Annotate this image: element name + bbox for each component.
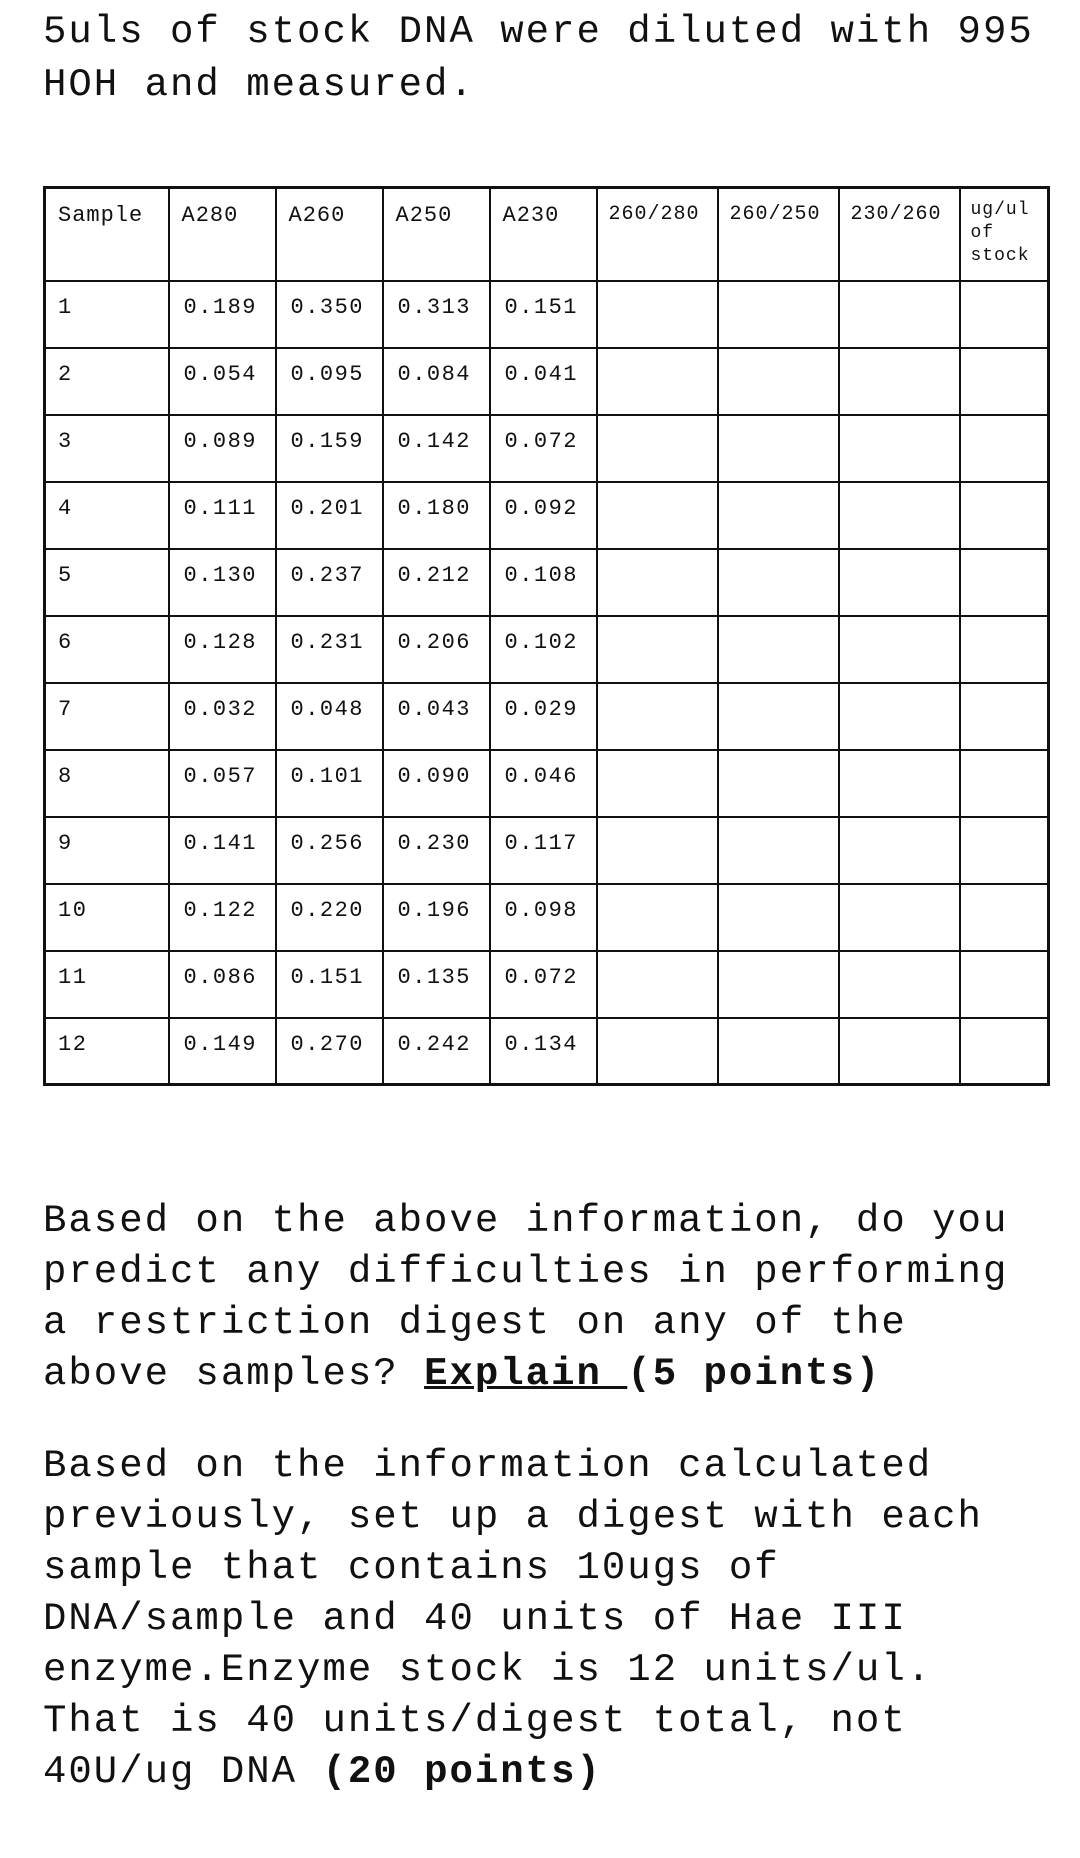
value-cell bbox=[839, 683, 960, 750]
value-cell: 0.231 bbox=[276, 616, 383, 683]
value-cell: 0.029 bbox=[490, 683, 597, 750]
value-cell bbox=[718, 616, 839, 683]
header-a280: A280 bbox=[169, 188, 276, 281]
value-cell bbox=[960, 817, 1049, 884]
table-row bbox=[45, 482, 1049, 549]
value-cell: 0.237 bbox=[276, 549, 383, 616]
sample-cell: 7 bbox=[45, 683, 169, 750]
value-cell bbox=[718, 348, 839, 415]
value-cell: 0.159 bbox=[276, 415, 383, 482]
value-cell: 0.128 bbox=[169, 616, 276, 683]
value-cell bbox=[597, 415, 718, 482]
table-row bbox=[45, 348, 1049, 415]
value-cell: 0.220 bbox=[276, 884, 383, 951]
absorbance-table-container bbox=[43, 186, 1050, 1086]
value-cell bbox=[960, 482, 1049, 549]
sample-cell: 6 bbox=[45, 616, 169, 683]
value-cell: 0.057 bbox=[169, 750, 276, 817]
value-cell: 0.196 bbox=[383, 884, 490, 951]
value-cell: 0.098 bbox=[490, 884, 597, 951]
value-cell: 0.270 bbox=[276, 1018, 383, 1085]
value-cell: 0.090 bbox=[383, 750, 490, 817]
value-cell: 0.089 bbox=[169, 415, 276, 482]
value-cell bbox=[597, 1018, 718, 1085]
value-cell: 0.142 bbox=[383, 415, 490, 482]
value-cell: 0.242 bbox=[383, 1018, 490, 1085]
table-row bbox=[45, 817, 1049, 884]
value-cell: 0.151 bbox=[276, 951, 383, 1018]
table-row bbox=[45, 616, 1049, 683]
value-cell bbox=[597, 817, 718, 884]
value-cell: 0.189 bbox=[169, 281, 276, 348]
value-cell bbox=[839, 750, 960, 817]
value-cell bbox=[960, 750, 1049, 817]
value-cell bbox=[718, 1018, 839, 1085]
table-row bbox=[45, 884, 1049, 951]
value-cell: 0.072 bbox=[490, 951, 597, 1018]
value-cell: 0.041 bbox=[490, 348, 597, 415]
question-1-explain: Explain bbox=[424, 1352, 628, 1396]
sample-cell: 4 bbox=[45, 482, 169, 549]
value-cell bbox=[960, 616, 1049, 683]
value-cell bbox=[718, 281, 839, 348]
value-cell bbox=[960, 683, 1049, 750]
value-cell: 0.108 bbox=[490, 549, 597, 616]
value-cell bbox=[597, 348, 718, 415]
value-cell bbox=[718, 683, 839, 750]
value-cell: 0.084 bbox=[383, 348, 490, 415]
value-cell: 0.117 bbox=[490, 817, 597, 884]
value-cell: 0.230 bbox=[383, 817, 490, 884]
value-cell: 0.134 bbox=[490, 1018, 597, 1085]
value-cell: 0.092 bbox=[490, 482, 597, 549]
value-cell bbox=[597, 482, 718, 549]
value-cell: 0.130 bbox=[169, 549, 276, 616]
value-cell bbox=[839, 348, 960, 415]
value-cell bbox=[839, 616, 960, 683]
value-cell bbox=[839, 951, 960, 1018]
value-cell bbox=[718, 884, 839, 951]
question-1-text: Based on the above information, do you predict any difficulties in performing a restriction digest on any of the above samples? bbox=[43, 1199, 1009, 1396]
header-a230: A230 bbox=[490, 188, 597, 281]
value-cell bbox=[839, 549, 960, 616]
table-header-row bbox=[45, 188, 1049, 281]
value-cell: 0.135 bbox=[383, 951, 490, 1018]
value-cell: 0.180 bbox=[383, 482, 490, 549]
value-cell: 0.201 bbox=[276, 482, 383, 549]
value-cell bbox=[597, 616, 718, 683]
header-260-280: 260/280 bbox=[597, 188, 718, 281]
table-row bbox=[45, 415, 1049, 482]
value-cell: 0.032 bbox=[169, 683, 276, 750]
value-cell bbox=[718, 415, 839, 482]
question-2-points: (20 points) bbox=[322, 1750, 602, 1794]
value-cell: 0.095 bbox=[276, 348, 383, 415]
value-cell: 0.102 bbox=[490, 616, 597, 683]
value-cell: 0.206 bbox=[383, 616, 490, 683]
value-cell bbox=[597, 683, 718, 750]
header-a260: A260 bbox=[276, 188, 383, 281]
value-cell bbox=[960, 281, 1049, 348]
value-cell: 0.072 bbox=[490, 415, 597, 482]
table-row bbox=[45, 683, 1049, 750]
value-cell bbox=[960, 884, 1049, 951]
intro-text: 5uls of stock DNA were diluted with 995 HOH and measured. bbox=[43, 10, 1034, 107]
value-cell bbox=[597, 281, 718, 348]
value-cell bbox=[597, 884, 718, 951]
sample-cell: 2 bbox=[45, 348, 169, 415]
value-cell bbox=[718, 750, 839, 817]
question-2-text: Based on the information calculated previously, set up a digest with each sample that contains 10ugs of DNA/sample and 40 units of Hae III enzyme.Enzyme stock is 12 units/ul. That is 40 units/digest total, not 40U/ug DNA bbox=[43, 1444, 983, 1794]
sample-cell: 9 bbox=[45, 817, 169, 884]
value-cell: 0.101 bbox=[276, 750, 383, 817]
value-cell: 0.111 bbox=[169, 482, 276, 549]
value-cell: 0.149 bbox=[169, 1018, 276, 1085]
value-cell: 0.350 bbox=[276, 281, 383, 348]
value-cell bbox=[718, 482, 839, 549]
value-cell bbox=[839, 817, 960, 884]
value-cell: 0.212 bbox=[383, 549, 490, 616]
table-row bbox=[45, 281, 1049, 348]
value-cell: 0.151 bbox=[490, 281, 597, 348]
sample-cell: 8 bbox=[45, 750, 169, 817]
value-cell bbox=[960, 415, 1049, 482]
value-cell bbox=[839, 884, 960, 951]
sample-cell: 12 bbox=[45, 1018, 169, 1085]
sample-cell: 10 bbox=[45, 884, 169, 951]
value-cell bbox=[718, 549, 839, 616]
value-cell bbox=[839, 1018, 960, 1085]
value-cell bbox=[597, 750, 718, 817]
table-row bbox=[45, 750, 1049, 817]
value-cell bbox=[960, 549, 1049, 616]
header-260-250: 260/250 bbox=[718, 188, 839, 281]
table-row bbox=[45, 951, 1049, 1018]
value-cell: 0.141 bbox=[169, 817, 276, 884]
question-1 bbox=[43, 1196, 1053, 1400]
value-cell: 0.054 bbox=[169, 348, 276, 415]
question-1-points: (5 points) bbox=[627, 1352, 882, 1396]
value-cell bbox=[597, 951, 718, 1018]
value-cell: 0.086 bbox=[169, 951, 276, 1018]
value-cell bbox=[718, 951, 839, 1018]
table-row bbox=[45, 1018, 1049, 1085]
table-body bbox=[45, 281, 1049, 1085]
value-cell: 0.048 bbox=[276, 683, 383, 750]
header-ug-ul-stock: ug/ul of stock bbox=[960, 188, 1049, 281]
absorbance-table bbox=[43, 186, 1050, 1086]
value-cell bbox=[839, 482, 960, 549]
value-cell bbox=[718, 817, 839, 884]
value-cell bbox=[960, 951, 1049, 1018]
header-sample: Sample bbox=[45, 188, 169, 281]
value-cell: 0.046 bbox=[490, 750, 597, 817]
header-230-260: 230/260 bbox=[839, 188, 960, 281]
value-cell bbox=[839, 281, 960, 348]
sample-cell: 1 bbox=[45, 281, 169, 348]
value-cell bbox=[960, 1018, 1049, 1085]
value-cell bbox=[960, 348, 1049, 415]
value-cell: 0.256 bbox=[276, 817, 383, 884]
value-cell: 0.043 bbox=[383, 683, 490, 750]
sample-cell: 5 bbox=[45, 549, 169, 616]
header-a250: A250 bbox=[383, 188, 490, 281]
value-cell bbox=[597, 549, 718, 616]
table-row bbox=[45, 549, 1049, 616]
value-cell: 0.122 bbox=[169, 884, 276, 951]
sample-cell: 11 bbox=[45, 951, 169, 1018]
sample-cell: 3 bbox=[45, 415, 169, 482]
value-cell bbox=[839, 415, 960, 482]
value-cell: 0.313 bbox=[383, 281, 490, 348]
question-2 bbox=[43, 1441, 1053, 1798]
